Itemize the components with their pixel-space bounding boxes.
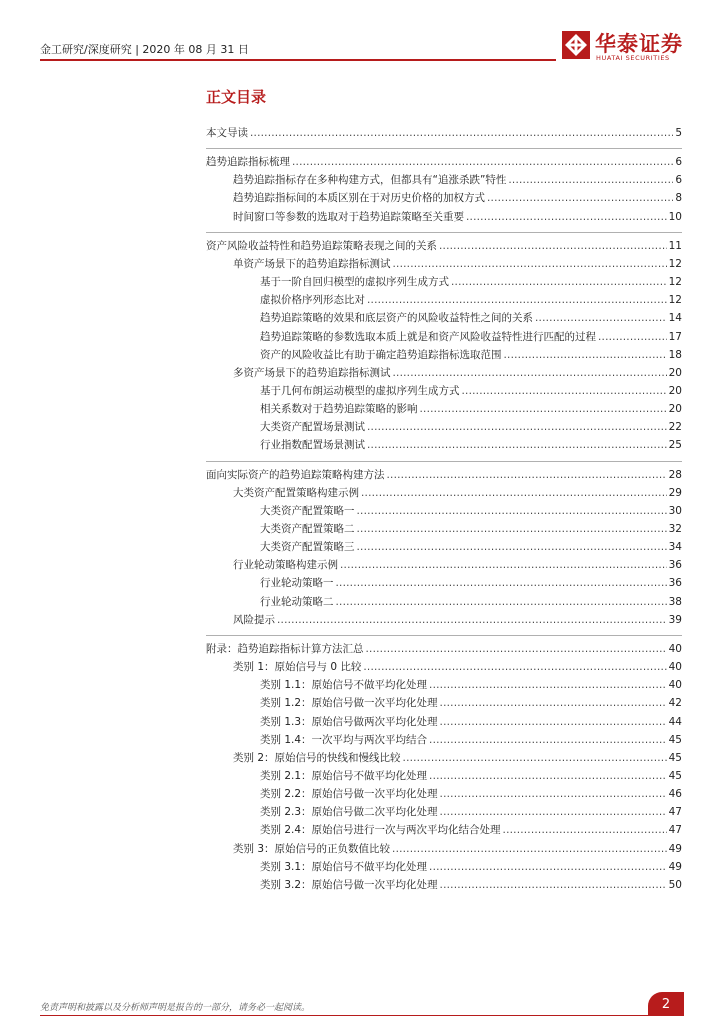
toc-section-divider: [206, 635, 682, 636]
toc-entry-label: 基于几何布朗运动模型的虚拟序列生成方式: [260, 384, 460, 397]
toc-page-number: 47: [668, 824, 682, 837]
toc-page-number: 38: [668, 595, 682, 608]
toc-dot-leader: [508, 172, 673, 188]
toc-entry-label: 类别 2.1：原始信号不做平均化处理: [260, 769, 428, 782]
toc-dot-leader: [340, 557, 667, 573]
toc-page-number: 34: [668, 541, 682, 554]
toc-entry-label: 类别 2.2：原始信号做一次平均化处理: [260, 788, 438, 801]
toc-entry-label: 大类资产配置策略构建示例: [233, 486, 359, 499]
toc-page-number: 14: [668, 312, 682, 325]
toc-entry[interactable]: [260, 419, 682, 435]
toc-dot-leader: [357, 503, 667, 519]
toc-entry[interactable]: [233, 190, 682, 206]
toc-entry-label: 类别 1.4：一次平均与两次平均结合: [260, 733, 428, 746]
toc-entry[interactable]: [260, 401, 682, 417]
toc-dot-leader: [429, 732, 667, 748]
toc-entry-label: 大类资产配置场景测试: [260, 421, 365, 434]
toc-page-number: 36: [668, 577, 682, 590]
toc-page-number: 40: [668, 679, 682, 692]
toc-dot-leader: [420, 401, 667, 417]
toc-entry[interactable]: [260, 292, 682, 308]
toc-entry-label: 类别 2：原始信号的快线和慢线比较: [233, 751, 401, 764]
toc-section-divider: [206, 148, 682, 149]
toc-entry-label: 行业轮动策略构建示例: [233, 559, 338, 572]
toc-entry[interactable]: [233, 172, 682, 188]
toc-dot-leader: [363, 659, 666, 675]
toc-entry-label: 趋势追踪指标间的本质区别在于对历史价格的加权方式: [233, 192, 485, 205]
logo-english-name: HUATAI SECURITIES: [596, 54, 670, 62]
toc-dot-leader: [357, 521, 667, 537]
toc-dot-leader: [367, 419, 667, 435]
toc-page-number: 40: [668, 661, 682, 674]
toc-entry-label: 大类资产配置策略一: [260, 504, 355, 517]
toc-dot-leader: [393, 365, 667, 381]
toc-entry-label: 行业指数配置场景测试: [260, 439, 365, 452]
toc-entry-label: 基于一阶自回归模型的虚拟序列生成方式: [260, 276, 449, 289]
toc-dot-leader: [451, 274, 667, 290]
toc-entry[interactable]: [233, 209, 682, 225]
toc-entry[interactable]: [206, 467, 682, 483]
report-header: 金工研究/深度研究 | 2020 年 08 月 31 日: [40, 43, 249, 56]
toc-title: 正文目录: [206, 88, 267, 106]
toc-page-number: 49: [668, 842, 682, 855]
toc-page-number: 29: [668, 486, 682, 499]
toc-page-number: 22: [668, 421, 682, 434]
toc-entry-label: 单资产场景下的趋势追踪指标测试: [233, 257, 391, 270]
toc-entry[interactable]: [206, 238, 682, 254]
toc-page-number: 6: [675, 156, 682, 169]
toc-dot-leader: [429, 768, 667, 784]
toc-entry[interactable]: [233, 612, 682, 628]
toc-entry[interactable]: [233, 659, 682, 675]
toc-dot-leader: [393, 256, 667, 272]
toc-entry-label: 类别 2.3：原始信号做二次平均化处理: [260, 806, 438, 819]
toc-page-number: 12: [668, 257, 682, 270]
toc-page-number: 47: [668, 806, 682, 819]
toc-entry-label: 类别 1：原始信号与 0 比较: [233, 661, 362, 674]
toc-entry-label: 虚拟价格序列形态比对: [260, 294, 365, 307]
toc-page-number: 46: [668, 788, 682, 801]
toc-entry[interactable]: [260, 804, 682, 820]
toc-entry[interactable]: [233, 750, 682, 766]
toc-entry[interactable]: [233, 365, 682, 381]
toc-page-number: 12: [668, 276, 682, 289]
toc-entry[interactable]: [260, 822, 682, 838]
toc-entry[interactable]: [206, 154, 682, 170]
toc-entry[interactable]: [260, 677, 682, 693]
toc-page-number: 36: [668, 559, 682, 572]
toc-page-number: 20: [668, 366, 682, 379]
footer-disclaimer: 免责声明和披露以及分析师声明是报告的一部分，请务必一起阅读。: [40, 1003, 311, 1013]
toc-page-number: 6: [675, 174, 682, 187]
toc-dot-leader: [598, 329, 667, 345]
toc-entry[interactable]: [260, 859, 682, 875]
toc-dot-leader: [250, 125, 673, 141]
toc-dot-leader: [429, 859, 667, 875]
toc-dot-leader: [439, 238, 667, 254]
footer-divider: [40, 1015, 650, 1016]
toc-entry-label: 时间窗口等参数的选取对于趋势追踪策略至关重要: [233, 210, 464, 223]
header-divider: [40, 59, 556, 61]
toc-entry[interactable]: [260, 786, 682, 802]
toc-entry-label: 大类资产配置策略二: [260, 523, 355, 535]
toc-entry-label: 类别 1.2：原始信号做一次平均化处理: [260, 697, 438, 710]
toc-entry-label: 类别 3.1：原始信号不做平均化处理: [260, 860, 428, 873]
toc-entry-label: 行业轮动策略二: [260, 595, 334, 608]
toc-page-number: 8: [675, 192, 682, 205]
toc-entry-label: 类别 3：原始信号的正负数值比较: [233, 842, 391, 855]
toc-entry[interactable]: [260, 503, 682, 519]
toc-dot-leader: [292, 154, 673, 170]
toc-page-number: 44: [668, 715, 682, 728]
toc-dot-leader: [503, 822, 667, 838]
page-number-badge: 2: [648, 992, 684, 1016]
toc-page-number: 45: [668, 769, 682, 782]
toc-entry[interactable]: [260, 329, 682, 345]
toc-entry[interactable]: [260, 383, 682, 399]
toc-dot-leader: [366, 641, 667, 657]
toc-dot-leader: [440, 714, 667, 730]
toc-entry-label: 趋势追踪策略的参数选取本质上就是和资产风险收益特性进行匹配的过程: [260, 330, 596, 343]
toc-page-number: 40: [668, 642, 682, 655]
toc-dot-leader: [440, 804, 667, 820]
toc-entry[interactable]: [260, 877, 682, 893]
toc-entry[interactable]: [260, 437, 682, 453]
toc-entry-label: 趋势追踪指标梳理: [206, 156, 290, 169]
toc-page-number: 45: [668, 751, 682, 764]
toc-dot-leader: [403, 750, 667, 766]
toc-dot-leader: [429, 677, 667, 693]
toc-entry[interactable]: [233, 557, 682, 573]
toc-entry[interactable]: [260, 768, 682, 784]
toc-page-number: 5: [675, 127, 682, 139]
toc-entry-label: 面向实际资产的趋势追踪策略构建方法: [206, 468, 385, 481]
toc-page-number: 10: [668, 210, 682, 223]
toc-dot-leader: [466, 209, 667, 225]
toc-dot-leader: [462, 383, 667, 399]
toc-page-number: 25: [668, 439, 682, 452]
toc-section-divider: [206, 232, 682, 233]
toc-entry-label: 趋势追踪策略的效果和底层资产的风险收益特性之间的关系: [260, 312, 533, 325]
toc-entry[interactable]: [233, 256, 682, 272]
toc-dot-leader: [535, 310, 667, 326]
toc-entry-label: 类别 1.1：原始信号不做平均化处理: [260, 679, 428, 692]
toc-entry-label: 附录：趋势追踪指标计算方法汇总: [206, 642, 364, 655]
toc-entry-label: 相关系数对于趋势追踪策略的影响: [260, 403, 418, 416]
brand-logo: [562, 30, 684, 64]
toc-dot-leader: [357, 539, 667, 555]
toc-entry-label: 风险提示: [233, 613, 275, 626]
toc-entry[interactable]: [206, 125, 682, 141]
toc-page-number: 17: [668, 330, 682, 343]
toc-page-number: 12: [668, 294, 682, 307]
toc-dot-leader: [440, 695, 667, 711]
toc-page-number: 32: [668, 523, 682, 535]
toc-page-number: 50: [668, 878, 682, 891]
huatai-logo-icon: [562, 31, 590, 59]
toc-dot-leader: [367, 437, 667, 453]
toc-page-number: 28: [668, 468, 682, 481]
toc-entry[interactable]: [260, 347, 682, 363]
toc-dot-leader: [336, 575, 667, 591]
toc-dot-leader: [504, 347, 667, 363]
toc-entry-label: 类别 3.2：原始信号做一次平均化处理: [260, 878, 438, 891]
toc-entry[interactable]: [260, 594, 682, 610]
toc-page-number: 30: [668, 504, 682, 517]
toc-entry-label: 资产的风险收益比有助于确定趋势追踪指标选取范围: [260, 348, 502, 361]
toc-entry[interactable]: [260, 575, 682, 591]
toc-entry[interactable]: [233, 841, 682, 857]
toc-dot-leader: [440, 786, 667, 802]
toc-entry[interactable]: [206, 641, 682, 657]
toc-dot-leader: [392, 841, 667, 857]
toc-page-number: 42: [668, 697, 682, 710]
toc-entry-label: 趋势追踪指标存在多种构建方式，但都具有“追涨杀跌”特性: [233, 174, 507, 187]
toc-entry-label: 本文导读: [206, 127, 248, 139]
toc-entry[interactable]: [233, 485, 682, 501]
toc-page-number: 39: [668, 613, 682, 626]
toc-entry[interactable]: [260, 521, 682, 537]
toc-page-number: 49: [668, 860, 682, 873]
toc-entry[interactable]: [260, 732, 682, 748]
toc-page-number: 11: [668, 239, 682, 252]
toc-dot-leader: [487, 190, 673, 206]
toc-entry-label: 类别 2.4：原始信号进行一次与两次平均化结合处理: [260, 824, 501, 837]
toc-entry-label: 大类资产配置策略三: [260, 541, 355, 554]
toc-dot-leader: [277, 612, 667, 628]
toc-page-number: 20: [668, 403, 682, 416]
toc-entry-label: 行业轮动策略一: [260, 577, 334, 590]
toc-dot-leader: [440, 877, 667, 893]
toc-page-number: 20: [668, 384, 682, 397]
toc-dot-leader: [387, 467, 667, 483]
toc-entry[interactable]: [260, 274, 682, 290]
toc-entry-label: 多资产场景下的趋势追踪指标测试: [233, 366, 391, 379]
toc-entry-label: 资产风险收益特性和趋势追踪策略表现之间的关系: [206, 239, 437, 252]
toc-entry[interactable]: [260, 310, 682, 326]
toc-dot-leader: [361, 485, 667, 501]
toc-entry[interactable]: [260, 695, 682, 711]
toc-section-divider: [206, 461, 682, 462]
toc-entry[interactable]: [260, 539, 682, 555]
toc-entry-label: 类别 1.3：原始信号做两次平均化处理: [260, 715, 438, 728]
toc-dot-leader: [336, 594, 667, 610]
toc-page-number: 45: [668, 733, 682, 746]
toc-page-number: 18: [668, 348, 682, 361]
toc-dot-leader: [367, 292, 667, 308]
logo-chinese-name: 华泰证券: [595, 32, 683, 56]
toc-entry[interactable]: [260, 714, 682, 730]
